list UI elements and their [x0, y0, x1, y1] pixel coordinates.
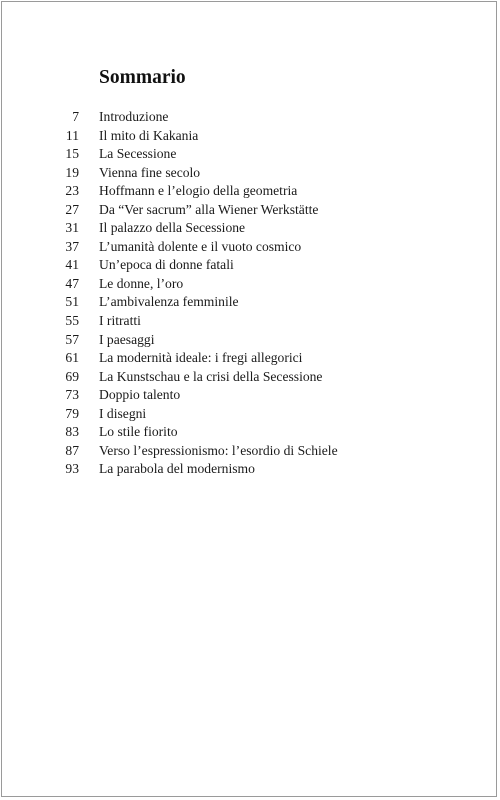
toc-chapter-title: Un’epoca di donne fatali: [99, 257, 234, 273]
toc-page-number: 83: [65, 424, 79, 440]
toc-entry: [2, 219, 482, 238]
toc-entry: [2, 201, 482, 220]
toc-chapter-title: Vienna fine secolo: [99, 164, 201, 180]
toc-page-number: 93: [65, 461, 79, 477]
toc-page-number: 57: [65, 331, 79, 347]
toc-chapter-title: Il mito di Kakania: [99, 127, 199, 143]
toc-entry: [2, 386, 482, 405]
toc-chapter-title: L’umanità dolente e il vuoto cosmico: [99, 238, 302, 254]
toc-page-number: 51: [65, 294, 79, 310]
table-of-contents: [2, 108, 482, 479]
toc-page-number: 79: [65, 405, 79, 421]
toc-entry: [2, 349, 482, 368]
toc-page-number: 87: [65, 442, 79, 458]
toc-chapter-title: Hoffmann e l’elogio della geometria: [99, 183, 298, 199]
toc-chapter-title: Introduzione: [99, 109, 169, 124]
toc-chapter-title: Il palazzo della Secessione: [99, 220, 246, 236]
toc-entry: [2, 442, 482, 461]
toc-page-number: 11: [65, 127, 79, 143]
toc-chapter-title: I ritratti: [99, 313, 141, 329]
toc-entry: [2, 182, 482, 201]
toc-entry: [2, 275, 482, 294]
toc-page-number: 73: [65, 387, 79, 403]
toc-page-number: 37: [65, 238, 79, 254]
toc-chapter-title: La Kunstschau e la crisi della Secessione: [99, 368, 323, 384]
toc-chapter-title: Da “Ver sacrum” alla Wiener Werkstätte: [99, 201, 319, 217]
toc-entry: [2, 460, 482, 479]
toc-chapter-title: La parabola del modernismo: [99, 461, 255, 477]
toc-page-number: 31: [65, 220, 79, 236]
toc-entry: [2, 312, 482, 331]
toc-chapter-title: La Secessione: [99, 146, 177, 162]
toc-entry: [2, 368, 482, 387]
toc-chapter-title: L’ambivalenza femminile: [99, 294, 239, 310]
toc-entry: [2, 164, 482, 183]
toc-page-number: 69: [65, 368, 79, 384]
toc-page-number: 61: [65, 350, 79, 366]
toc-chapter-title: Le donne, l’oro: [99, 275, 184, 291]
toc-page-number: 7: [72, 109, 79, 124]
toc-page-number: 15: [65, 146, 79, 162]
toc-entry: [2, 238, 482, 257]
toc-entry: [2, 405, 482, 424]
toc-entry: [2, 145, 482, 164]
toc-chapter-title: I disegni: [99, 405, 147, 421]
toc-entry: [2, 256, 482, 275]
toc-page-number: 19: [65, 164, 79, 180]
toc-page-number: 41: [65, 257, 79, 273]
toc-page-number: 47: [65, 275, 79, 291]
document-page: [1, 1, 497, 797]
page-title: Sommario: [99, 67, 186, 88]
toc-entry: [2, 108, 482, 127]
toc-page-number: 27: [65, 201, 79, 217]
toc-chapter-title: Doppio talento: [99, 387, 181, 403]
toc-chapter-title: Lo stile fiorito: [99, 424, 178, 440]
toc-page-number: 23: [65, 183, 79, 199]
toc-page-number: 55: [65, 313, 79, 329]
toc-entry: [2, 293, 482, 312]
toc-entry: [2, 331, 482, 350]
toc-entry: [2, 423, 482, 442]
toc-chapter-title: Verso l’espressionismo: l’esordio di Schiele: [99, 442, 338, 458]
toc-chapter-title: I paesaggi: [99, 331, 155, 347]
toc-entry: [2, 127, 482, 146]
toc-chapter-title: La modernità ideale: i fregi allegorici: [99, 350, 303, 366]
